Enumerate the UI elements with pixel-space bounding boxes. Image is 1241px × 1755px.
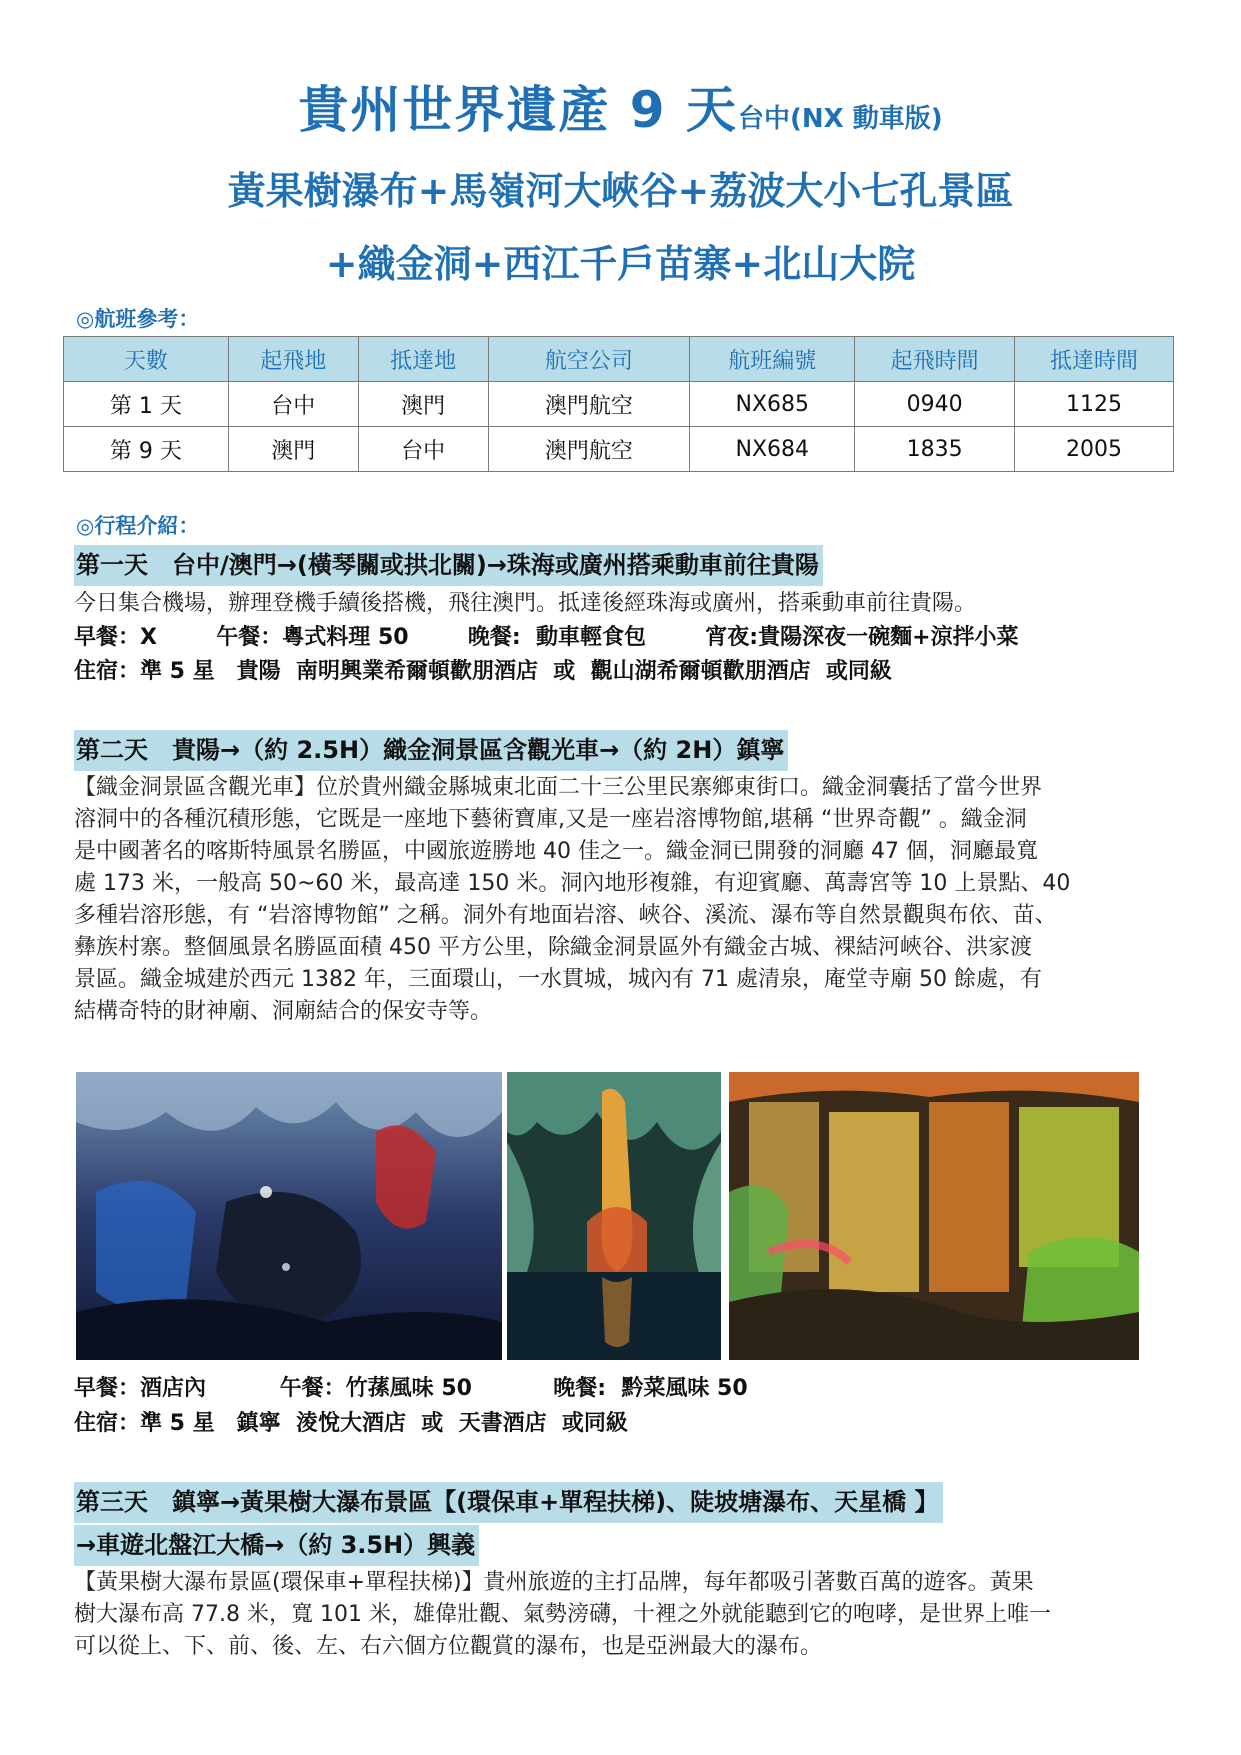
paragraph-line: 可以從上、下、前、後、左、右六個方位觀賞的瀑布，也是亞洲最大的瀑布。 — [74, 1634, 823, 1659]
cave-photo-3 — [729, 1072, 1139, 1360]
page-title — [0, 70, 1241, 142]
table-cell: 台中 — [228, 382, 358, 427]
subtitle-line-1: 黃果樹瀑布+馬嶺河大峽谷+荔波大小七孔景區 — [227, 169, 1014, 213]
paragraph-line: 【黃果樹大瀑布景區(環保車+單程扶梯)】貴州旅遊的主打品牌，每年都吸引著數百萬的遊客。黃果 — [74, 1570, 1034, 1595]
day3-heading-line-2: →車遊北盤江大橋→（約 3.5H）興義 — [74, 1525, 479, 1566]
header-arrival: 抵達時間 — [1015, 337, 1174, 382]
paragraph-line: 結構奇特的財神廟、洞廟結合的保安寺等。 — [74, 999, 493, 1024]
flight-table-header — [64, 337, 1174, 382]
header-origin: 起飛地 — [228, 337, 358, 382]
subtitle-line-2: +織金洞+西江千戶苗寨+北山大院 — [325, 242, 916, 286]
table-cell: 澳門航空 — [488, 382, 690, 427]
paragraph-line: 景區。織金城建於西元 1382 年，三面環山，一水貫城，城內有 71 處清泉，庵堂寺廟 50 餘處，有 — [74, 967, 1042, 992]
header-destination: 抵達地 — [358, 337, 488, 382]
table-cell: 澳門航空 — [488, 427, 690, 472]
table-cell: 2005 — [1015, 427, 1174, 472]
table-cell: 1125 — [1015, 382, 1174, 427]
day2-hotel: 住宿：準 5 星 鎮寧 淩悅大酒店 或 天書酒店 或同級 — [74, 1411, 628, 1436]
day1-meals: 早餐：X 午餐：粵式料理 50 晚餐: 動車輕食包 宵夜:貴陽深夜一碗麵+涼拌小菜 — [74, 625, 1019, 650]
paragraph-line: 【織金洞景區含觀光車】位於貴州織金縣城東北面二十三公里民寨鄉東街口。織金洞囊括了當今世界 — [74, 775, 1043, 800]
day2-meals: 早餐：酒店內 午餐：竹蓀風味 50 晚餐: 黔菜風味 50 — [74, 1376, 748, 1401]
table-row — [64, 427, 1174, 472]
header-airline: 航空公司 — [488, 337, 690, 382]
table-cell: NX685 — [690, 382, 855, 427]
day1-hotel: 住宿：準 5 星 貴陽 南明興業希爾頓歡朋酒店 或 觀山湖希爾頓歡朋酒店 或同級 — [74, 659, 892, 684]
itinerary-label: ◎行程介紹： — [76, 514, 200, 538]
day3-body — [74, 1567, 1174, 1663]
paragraph-line: 多種岩溶形態，有 “岩溶博物館” 之稱。洞外有地面岩溶、峽谷、溪流、瀑布等自然景觀與布依、苗、 — [74, 903, 1057, 928]
paragraph-line: 溶洞中的各種沉積形態，它既是一座地下藝術寶庫,又是一座岩溶博物館,堪稱 “世界奇觀” 。織金洞 — [74, 807, 1027, 832]
cave-photo-2 — [507, 1072, 721, 1360]
cave-photo-1 — [76, 1072, 502, 1360]
table-cell: 第 9 天 — [64, 427, 229, 472]
day1-heading: 第一天 台中/澳門→(橫琴關或拱北關)→珠海或廣州搭乘動車前往貴陽 — [74, 545, 823, 586]
paragraph-line: 樹大瀑布高 77.8 米，寬 101 米，雄偉壯觀、氣勢滂礴，十裡之外就能聽到它的咆哮，是世界上唯一 — [74, 1602, 1051, 1627]
day1-body: 今日集合機場，辦理登機手續後搭機，飛往澳門。抵達後經珠海或廣州，搭乘動車前往貴陽。 — [74, 591, 977, 616]
table-cell: 澳門 — [358, 382, 488, 427]
header-departure: 起飛時間 — [855, 337, 1015, 382]
day3-heading-line-1: 第三天 鎮寧→黃果樹大瀑布景區【(環保車+單程扶梯)、陡坡塘瀑布、天星橋 】 — [74, 1482, 943, 1523]
title-suffix: 台中(NX 動車版) — [737, 104, 943, 134]
paragraph-line: 彝族村寨。整個風景名勝區面積 450 平方公里，除織金洞景區外有織金古城、裸結河峽谷、洪家渡 — [74, 935, 1032, 960]
table-cell: 台中 — [358, 427, 488, 472]
table-cell: 1835 — [855, 427, 1015, 472]
title-main: 貴州世界遺產 9 天 — [298, 81, 738, 139]
table-cell: NX684 — [690, 427, 855, 472]
table-cell: 0940 — [855, 382, 1015, 427]
table-cell: 澳門 — [228, 427, 358, 472]
paragraph-line: 是中國著名的喀斯特風景名勝區，中國旅遊勝地 40 佳之一。織金洞已開發的洞廳 47 個，洞廳最寬 — [74, 839, 1038, 864]
header-flight-number: 航班編號 — [690, 337, 855, 382]
table-cell: 第 1 天 — [64, 382, 229, 427]
flight-table — [63, 336, 1174, 472]
flights-label: ◎航班參考： — [76, 307, 200, 331]
table-row — [64, 382, 1174, 427]
day2-heading: 第二天 貴陽→（約 2.5H）織金洞景區含觀光車→（約 2H）鎮寧 — [74, 730, 788, 771]
paragraph-line: 處 173 米，一般高 50~60 米，最高達 150 米。洞內地形複雜，有迎賓廳、萬壽宮等 10 上景點、40 — [74, 871, 1071, 896]
header-day: 天數 — [64, 337, 229, 382]
day2-body — [74, 772, 1174, 1028]
